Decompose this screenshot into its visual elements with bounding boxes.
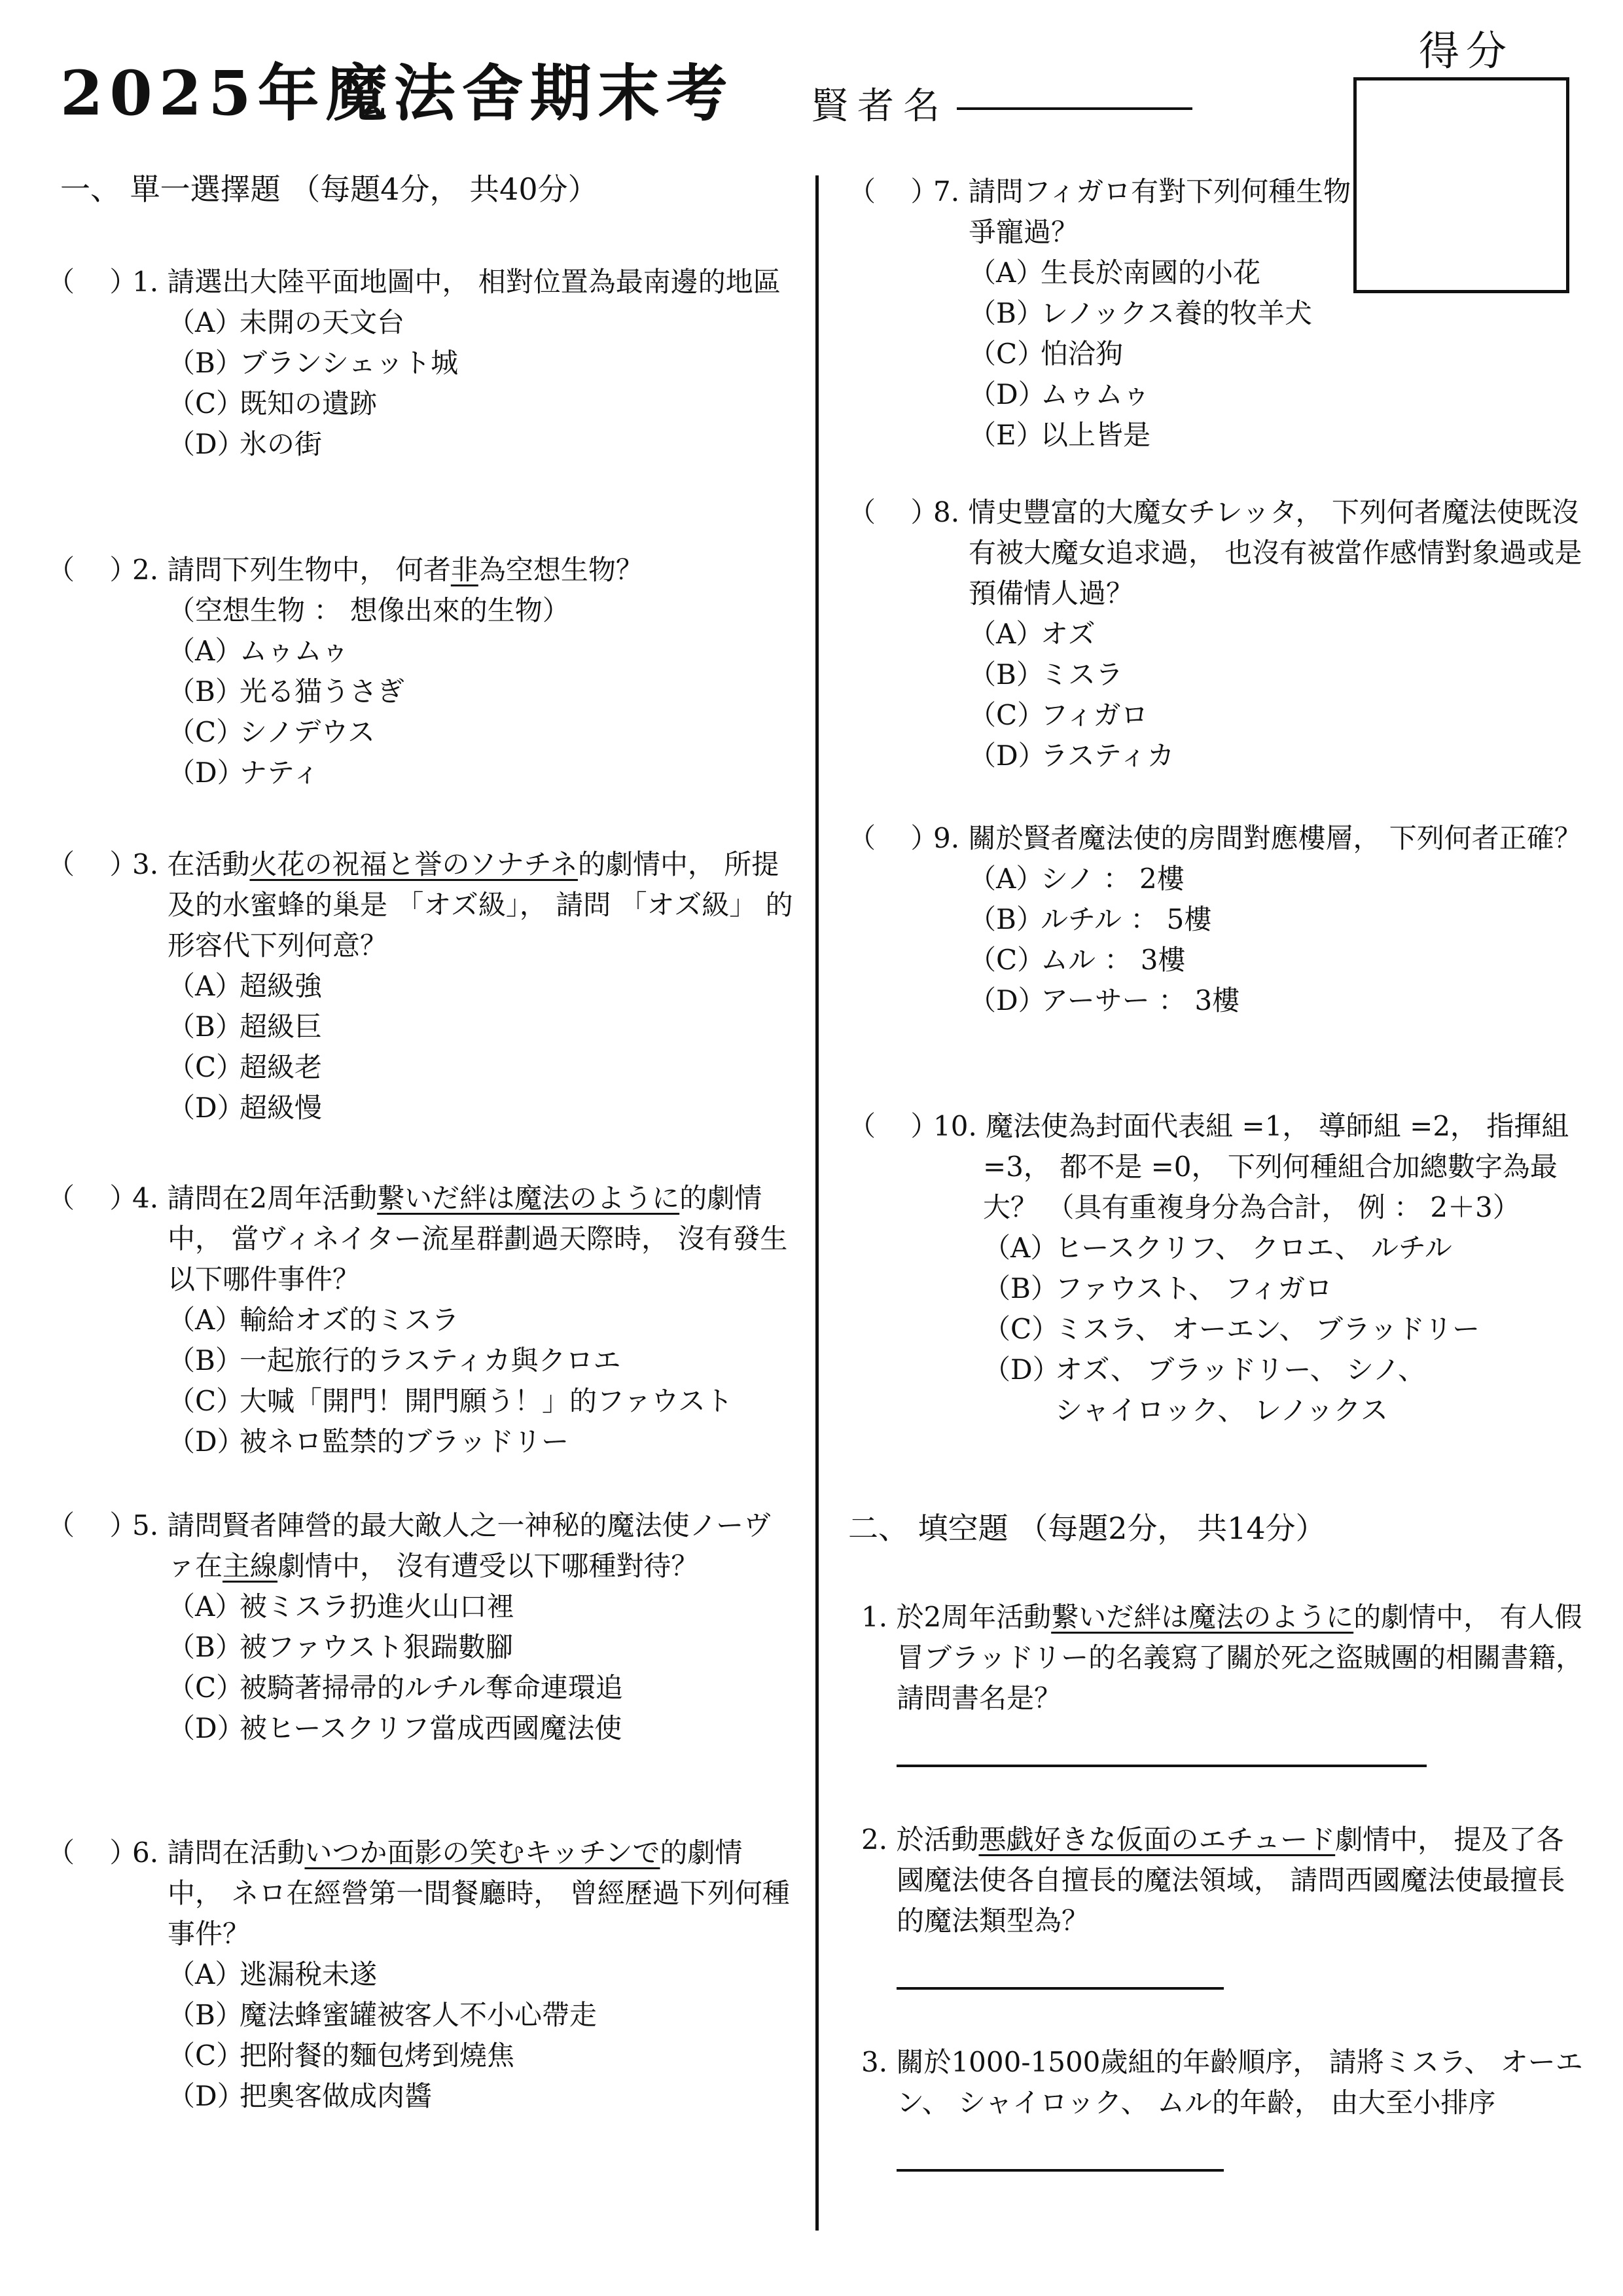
answer-bracket: （ ）	[848, 175, 938, 207]
option-b: （B）光る猫うさぎ	[168, 675, 405, 708]
answer-bracket: （ ）	[47, 554, 137, 586]
option-c: （C）超級老	[168, 1051, 323, 1083]
option-d: （D）超級慢	[168, 1092, 323, 1124]
option-c: （C）ミスラ、 オーエン、 ブラッドリー	[983, 1313, 1480, 1345]
answer-line[interactable]	[897, 1765, 1427, 1767]
question-8	[848, 492, 1601, 776]
answer-line[interactable]	[897, 1987, 1224, 1990]
sage-name-line	[957, 107, 1192, 110]
option-d: （D）被ヒースクリフ當成西國魔法使	[168, 1712, 622, 1744]
option-b: （B）超級巨	[168, 1011, 323, 1043]
question-text: 請問下列生物中， 何者非為空想生物？	[167, 554, 643, 586]
question-5	[47, 1505, 793, 1749]
option-e: （E）以上皆是	[969, 419, 1151, 451]
question-text: 魔法使為封面代表組 =1， 導師組 =2， 指揮組 =3， 都不是 =0， 下列何種組合加總數字為最大？ （具有重複身分為合計， 例 ： 2＋3）	[983, 1110, 1569, 1223]
answer-bracket: （ ）	[47, 266, 137, 298]
question-text: 情史豐富的大魔女チレッタ， 下列何者魔法使既沒有被大魔女追求過， 也沒有被當作感情對象過或是預備情人過？	[968, 496, 1582, 609]
question-6	[47, 1833, 793, 2117]
question-number: 9.	[933, 822, 960, 854]
option-c: （C）既知の遺跡	[168, 387, 378, 420]
option-a: （A）輸給オズ的ミスラ	[168, 1304, 459, 1336]
question-number: 3.	[132, 848, 159, 880]
option-d: （D）オズ、 ブラッドリー、 シノ、	[983, 1354, 1425, 1386]
question-text: 於2周年活動繋いだ絆は魔法のように的劇情中， 有人假冒ブラッドリー的名義寫了關於死之盜賊團的相關書籍， 請問書名是？	[896, 1601, 1584, 1714]
option-b: （B）被ファウスト狠踹數腳	[168, 1631, 513, 1663]
answer-bracket: （ ）	[47, 848, 137, 880]
option-c: （C）ムル ： 3樓	[969, 944, 1186, 976]
question-number: 5.	[132, 1509, 159, 1541]
question-number: 10.	[933, 1110, 977, 1142]
option-c: （C）大喊「開門！開門願う！」的ファウスト	[168, 1385, 733, 1417]
question-2	[47, 550, 793, 793]
answer-bracket: （ ）	[47, 1509, 137, 1541]
question-text: 請問在活動いつか面影の笑むキッチンで的劇情中， ネロ在經營第一間餐廳時， 曾經歷過下列何種事件？	[167, 1837, 790, 1950]
question-text: 請問フィガロ有對下列何種生物爭寵過？	[968, 175, 1351, 248]
option-a: （A）シノ ： 2樓	[969, 863, 1185, 895]
option-a: （A）被ミスラ扔進火山口裡	[168, 1590, 515, 1623]
question-7	[848, 171, 1359, 456]
question-10	[848, 1106, 1601, 1431]
question-number: 8.	[933, 496, 960, 528]
option-d: （D）ラスティカ	[969, 740, 1175, 772]
answer-bracket: （ ）	[47, 1182, 137, 1214]
question-number: 6.	[132, 1837, 159, 1869]
option-d-continued: シャイロック、 レノックス	[1055, 1394, 1388, 1426]
fill-question-2	[861, 1820, 1588, 1990]
option-c: （C）被騎著掃帚的ルチル奪命連環追	[168, 1672, 623, 1704]
score-label: 得分	[1419, 27, 1514, 75]
option-a: （A）超級強	[168, 970, 323, 1002]
option-d: （D）ナティ	[168, 757, 320, 789]
option-d: （D）把奧客做成肉醬	[168, 2080, 433, 2112]
section2-heading: 二、 填空題 （每題2分， 共14分）	[848, 1511, 1326, 1546]
question-note: （空想生物 ： 想像出來的生物）	[168, 594, 570, 626]
score-box	[1353, 77, 1569, 293]
option-a: （A）逃漏稅未遂	[168, 1958, 378, 1990]
option-a: （A）ヒースクリフ、 クロエ、 ルチル	[983, 1232, 1452, 1264]
option-c: （C）把附餐的麵包烤到燒焦	[168, 2039, 515, 2072]
section1-heading: 一、 單一選擇題 （每題4分， 共40分）	[60, 171, 598, 207]
option-b: （B）ブランシェット城	[168, 347, 459, 379]
option-b: （B）一起旅行的ラスティカ與クロエ	[168, 1344, 621, 1376]
answer-bracket: （ ）	[848, 822, 938, 854]
question-number: 2.	[132, 554, 159, 586]
question-number: 1.	[132, 266, 159, 298]
option-b: （B）ファウスト、 フィガロ	[983, 1272, 1333, 1304]
option-a: （A）未開の天文台	[168, 306, 405, 338]
question-text: 於活動悪戯好きな仮面のエチュード劇情中， 提及了各國魔法使各自擅長的魔法領域， 請問西國魔法使最擅長的魔法類型為？	[896, 1823, 1565, 1937]
question-text: 請問在2周年活動繋いだ絆は魔法のように的劇情中， 當ヴィネイター流星群劃過天際時， 沒有發生以下哪件事件？	[167, 1182, 788, 1295]
option-a: （A）生長於南國的小花	[969, 257, 1261, 289]
option-b: （B）魔法蜂蜜罐被客人不小心帶走	[168, 1999, 597, 2031]
question-number: 2.	[861, 1823, 888, 1856]
question-number: 3.	[861, 2046, 888, 2078]
option-c: （C）怕洽狗	[969, 338, 1124, 370]
question-number: 7.	[933, 175, 960, 207]
question-text: 關於賢者魔法使的房間對應樓層， 下列何者正確？	[968, 822, 1582, 854]
option-b: （B）ミスラ	[969, 658, 1124, 691]
question-text: 請選出大陸平面地圖中， 相對位置為最南邊的地區	[167, 266, 781, 298]
sage-name-label: 賢者名	[812, 85, 949, 128]
question-text: 請問賢者陣營的最大敵人之一神秘的魔法使ノーヴァ在主線劇情中， 沒有遭受以下哪種對待？	[167, 1509, 772, 1582]
answer-bracket: （ ）	[47, 1837, 137, 1869]
option-c: （C）フィガロ	[969, 699, 1149, 731]
option-b: （B）レノックス養的牧羊犬	[969, 297, 1312, 329]
question-text: 在活動火花の祝福と誉のソナチネ的劇情中， 所提及的水蜜蜂的巢是 「オズ級」， 請問 「オズ級」 的形容代下列何意？	[167, 848, 793, 961]
question-number: 1.	[861, 1601, 888, 1633]
question-3	[47, 844, 793, 1128]
option-c: （C）シノデウス	[168, 716, 376, 748]
fill-question-3	[861, 2042, 1588, 2172]
option-d: （D）被ネロ監禁的ブラッドリー	[168, 1426, 569, 1458]
answer-bracket: （ ）	[848, 496, 938, 528]
option-d: （D）アーサー ： 3樓	[969, 984, 1240, 1016]
option-a: （A）オズ	[969, 618, 1096, 650]
option-a: （A）ムゥムゥ	[168, 635, 349, 667]
option-d: （D）ムゥムゥ	[969, 378, 1150, 410]
question-4	[47, 1178, 793, 1462]
question-1	[47, 262, 793, 465]
fill-question-1	[861, 1597, 1588, 1767]
answer-line[interactable]	[897, 2169, 1224, 2172]
question-9	[848, 818, 1601, 1021]
answer-bracket: （ ）	[848, 1110, 938, 1142]
column-divider	[815, 175, 819, 2231]
option-b: （B）ルチル ： 5樓	[969, 903, 1212, 935]
question-text: 關於1000-1500歲組的年齡順序， 請將ミスラ、 オーエン、 シャイロック、 ムル的年齡， 由大至小排序	[896, 2046, 1583, 2119]
exam-title: 2025年魔法舍期末考	[60, 58, 734, 130]
question-number: 4.	[132, 1182, 159, 1214]
option-d: （D）氷の街	[168, 428, 323, 460]
